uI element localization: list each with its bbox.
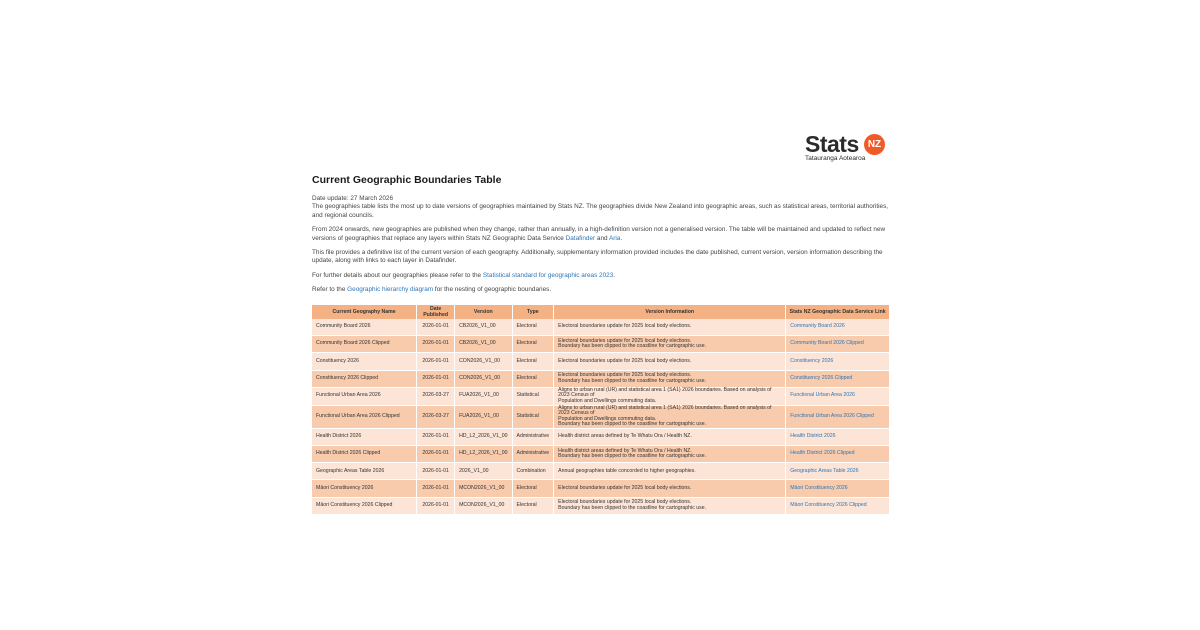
cell-geography-name: Māori Constituency 2026 [312,480,417,497]
cell-data-service-link[interactable]: Functional Urban Area 2026 Clipped [786,405,890,428]
intro-para2-end: . [620,234,623,242]
geographic-boundaries-table [312,305,890,515]
logo-tagline: Tatauranga Aotearoa [805,155,866,162]
table-row [312,480,890,497]
version-info-line: Electoral boundaries update for 2025 local body elections. [558,499,692,506]
table-body [312,319,890,514]
cell-geography-name: Functional Urban Area 2026 [312,387,417,405]
version-info-line: Electoral boundaries update for 2025 local body elections. [558,357,692,364]
cell-data-service-link[interactable]: Health District 2026 Clipped [786,446,890,463]
version-info-line: Population and Dwellings commuting data. [558,415,657,422]
intro-para2-and: and [595,234,609,242]
cell-type: Electoral [512,319,554,336]
cell-geography-name: Community Board 2026 Clipped [312,336,417,353]
page-title: Current Geographic Boundaries Table [312,174,502,186]
version-info-line: Aligns to urban rural (UR) and statistical area 1 (SA1) 2026 boundaries. Based on analysis of 2023 Census of [558,386,772,399]
cell-version: MCON2026_V1_00 [455,480,512,497]
header-version: Version [455,305,512,319]
cell-date-published: 2026-03-27 [417,387,455,405]
cell-date-published: 2026-01-01 [417,319,455,336]
cell-type: Administrative [512,428,554,445]
table-row [312,497,890,514]
cell-version: HD_L2_2026_V1_00 [455,428,512,445]
cell-date-published: 2026-01-01 [417,353,455,370]
table-row [312,319,890,336]
cell-version-information [554,353,786,370]
cell-version-information [554,336,786,353]
cell-version-information [554,428,786,445]
version-info-line: Annual geographies table concorded to higher geographies. [558,467,696,474]
intro-text [312,195,890,301]
cell-date-published: 2026-01-01 [417,370,455,387]
cell-date-published: 2026-01-01 [417,480,455,497]
table-row [312,405,890,428]
header-data-service-link: Stats NZ Geographic Data Service Link [786,305,890,319]
intro-para4-text: For further details about our geographies please refer to the [312,271,483,279]
cell-version: CB2026_V1_00 [455,319,512,336]
hierarchy-diagram-link[interactable]: Geographic hierarchy diagram [347,286,434,294]
version-info-line: Electoral boundaries update for 2025 local body elections. [558,323,692,330]
cell-type: Administrative [512,446,554,463]
header-geography-name: Current Geography Name [312,305,417,319]
cell-version-information [554,405,786,428]
cell-data-service-link[interactable]: Community Board 2026 [786,319,890,336]
table-row [312,370,890,387]
cell-geography-name: Health District 2026 [312,428,417,445]
version-info-line: Boundary has been clipped to the coastline for cartographic use. [558,421,707,428]
cell-geography-name: Functional Urban Area 2026 Clipped [312,405,417,428]
version-info-line: Boundary has been clipped to the coastline for cartographic use. [558,377,707,384]
cell-version-information [554,480,786,497]
intro-paragraph-3: This file provides a definitive list of the current version of each geography. Additionally, supplementary information provided includes the date published, current version, version information describing the update, along with links to each layer in Datafinder. [312,249,883,265]
intro-paragraph-4 [312,272,890,280]
intro-para5-text: Refer to the [312,286,348,294]
intro-paragraph-1 [312,195,890,220]
version-info-line: Population and Dwellings commuting data. [558,397,657,404]
version-info-line: Boundary has been clipped to the coastline for cartographic use. [558,504,707,511]
cell-version: HD_L2_2026_V1_00 [455,446,512,463]
cell-type: Combination [512,463,554,480]
header-type: Type [512,305,554,319]
intro-para4-end: . [613,271,616,279]
cell-version: 2026_V1_00 [455,463,512,480]
cell-data-service-link[interactable]: Constituency 2026 [786,353,890,370]
cell-data-service-link[interactable]: Geographic Areas Table 2026 [786,463,890,480]
cell-type: Electoral [512,370,554,387]
cell-version-information [554,463,786,480]
intro-paragraph-5 [312,286,890,294]
cell-type: Statistical [512,387,554,405]
cell-version: CON2026_V1_00 [455,370,512,387]
intro-para1-text: The geographies table lists the most up to date versions of geographies maintained by Stats NZ. The geographies divide New Zealand into geographic areas, such as statistical areas, territorial authorities, and regional councils. [312,203,889,219]
date-update: Date update: 27 March 2026 [312,195,394,202]
cell-version: FUA2026_V1_00 [455,387,512,405]
cell-version-information [554,387,786,405]
cell-version-information [554,497,786,514]
version-info-line: Aligns to urban rural (UR) and statistical area 1 (SA1) 2026 boundaries. Based on analysis of 2023 Census of [558,404,772,417]
intro-paragraph-2 [312,226,890,243]
cell-data-service-link[interactable]: Functional Urban Area 2026 [786,387,890,405]
cell-type: Electoral [512,353,554,370]
aria-link[interactable]: Aria [609,234,621,242]
table-row [312,428,890,445]
cell-data-service-link[interactable]: Constituency 2026 Clipped [786,370,890,387]
version-info-line: Electoral boundaries update for 2025 local body elections. [558,372,692,379]
version-info-line: Boundary has been clipped to the coastline for cartographic use. [558,343,707,350]
table-row [312,463,890,480]
cell-version: MCON2026_V1_00 [455,497,512,514]
cell-type: Electoral [512,480,554,497]
cell-date-published: 2026-01-01 [417,497,455,514]
table-row [312,336,890,353]
cell-geography-name: Māori Constituency 2026 Clipped [312,497,417,514]
table-header-row [312,305,890,319]
datafinder-link[interactable]: Datafinder [565,234,596,242]
cell-date-published: 2026-01-01 [417,463,455,480]
cell-type: Electoral [512,336,554,353]
logo-wordmark: Stats [805,131,859,157]
statistical-standard-link[interactable]: Statistical standard for geographic areas 2023 [482,271,614,279]
cell-date-published: 2026-01-01 [417,336,455,353]
cell-version: FUA2026_V1_00 [455,405,512,428]
cell-data-service-link[interactable]: Health District 2026 [786,428,890,445]
header-date-published: Date Published [417,305,455,319]
header-version-information: Version Information [554,305,786,319]
table-row [312,387,890,405]
intro-para2-text: From 2024 onwards, new geographies are published when they change, rather than annually, in a high-definition version not a generalised version. The table will be maintained and updated to reflect new versions of geographies that replace any layers within Stats NZ Geographic Data Service [312,226,886,242]
cell-version-information [554,370,786,387]
logo-nz-badge: NZ [864,134,885,155]
cell-date-published: 2026-01-01 [417,446,455,463]
cell-data-service-link[interactable]: Community Board 2026 Clipped [786,336,890,353]
cell-geography-name: Geographic Areas Table 2026 [312,463,417,480]
table-row [312,353,890,370]
cell-date-published: 2026-01-01 [417,428,455,445]
version-info-line: Boundary has been clipped to the coastline for cartographic use. [558,453,707,460]
version-info-line: Health district areas defined by Te Whatu Ora / Health NZ. [558,433,692,440]
version-info-line: Electoral boundaries update for 2025 local body elections. [558,484,692,491]
version-info-line: Health district areas defined by Te Whatu Ora / Health NZ. [558,447,692,454]
intro-para5-end: for the nesting of geographic boundaries. [433,286,552,294]
cell-type: Electoral [512,497,554,514]
cell-date-published: 2026-03-27 [417,405,455,428]
cell-geography-name: Community Board 2026 [312,319,417,336]
table-row [312,446,890,463]
cell-data-service-link[interactable]: Māori Constituency 2026 Clipped [786,497,890,514]
cell-data-service-link[interactable]: Māori Constituency 2026 [786,480,890,497]
cell-version: CON2026_V1_00 [455,353,512,370]
cell-version: CB2026_V1_00 [455,336,512,353]
cell-geography-name: Health District 2026 Clipped [312,446,417,463]
stats-nz-logo [805,131,895,167]
version-info-line: Electoral boundaries update for 2025 local body elections. [558,337,692,344]
cell-geography-name: Constituency 2026 Clipped [312,370,417,387]
cell-geography-name: Constituency 2026 [312,353,417,370]
cell-version-information [554,446,786,463]
cell-version-information [554,319,786,336]
cell-type: Statistical [512,405,554,428]
